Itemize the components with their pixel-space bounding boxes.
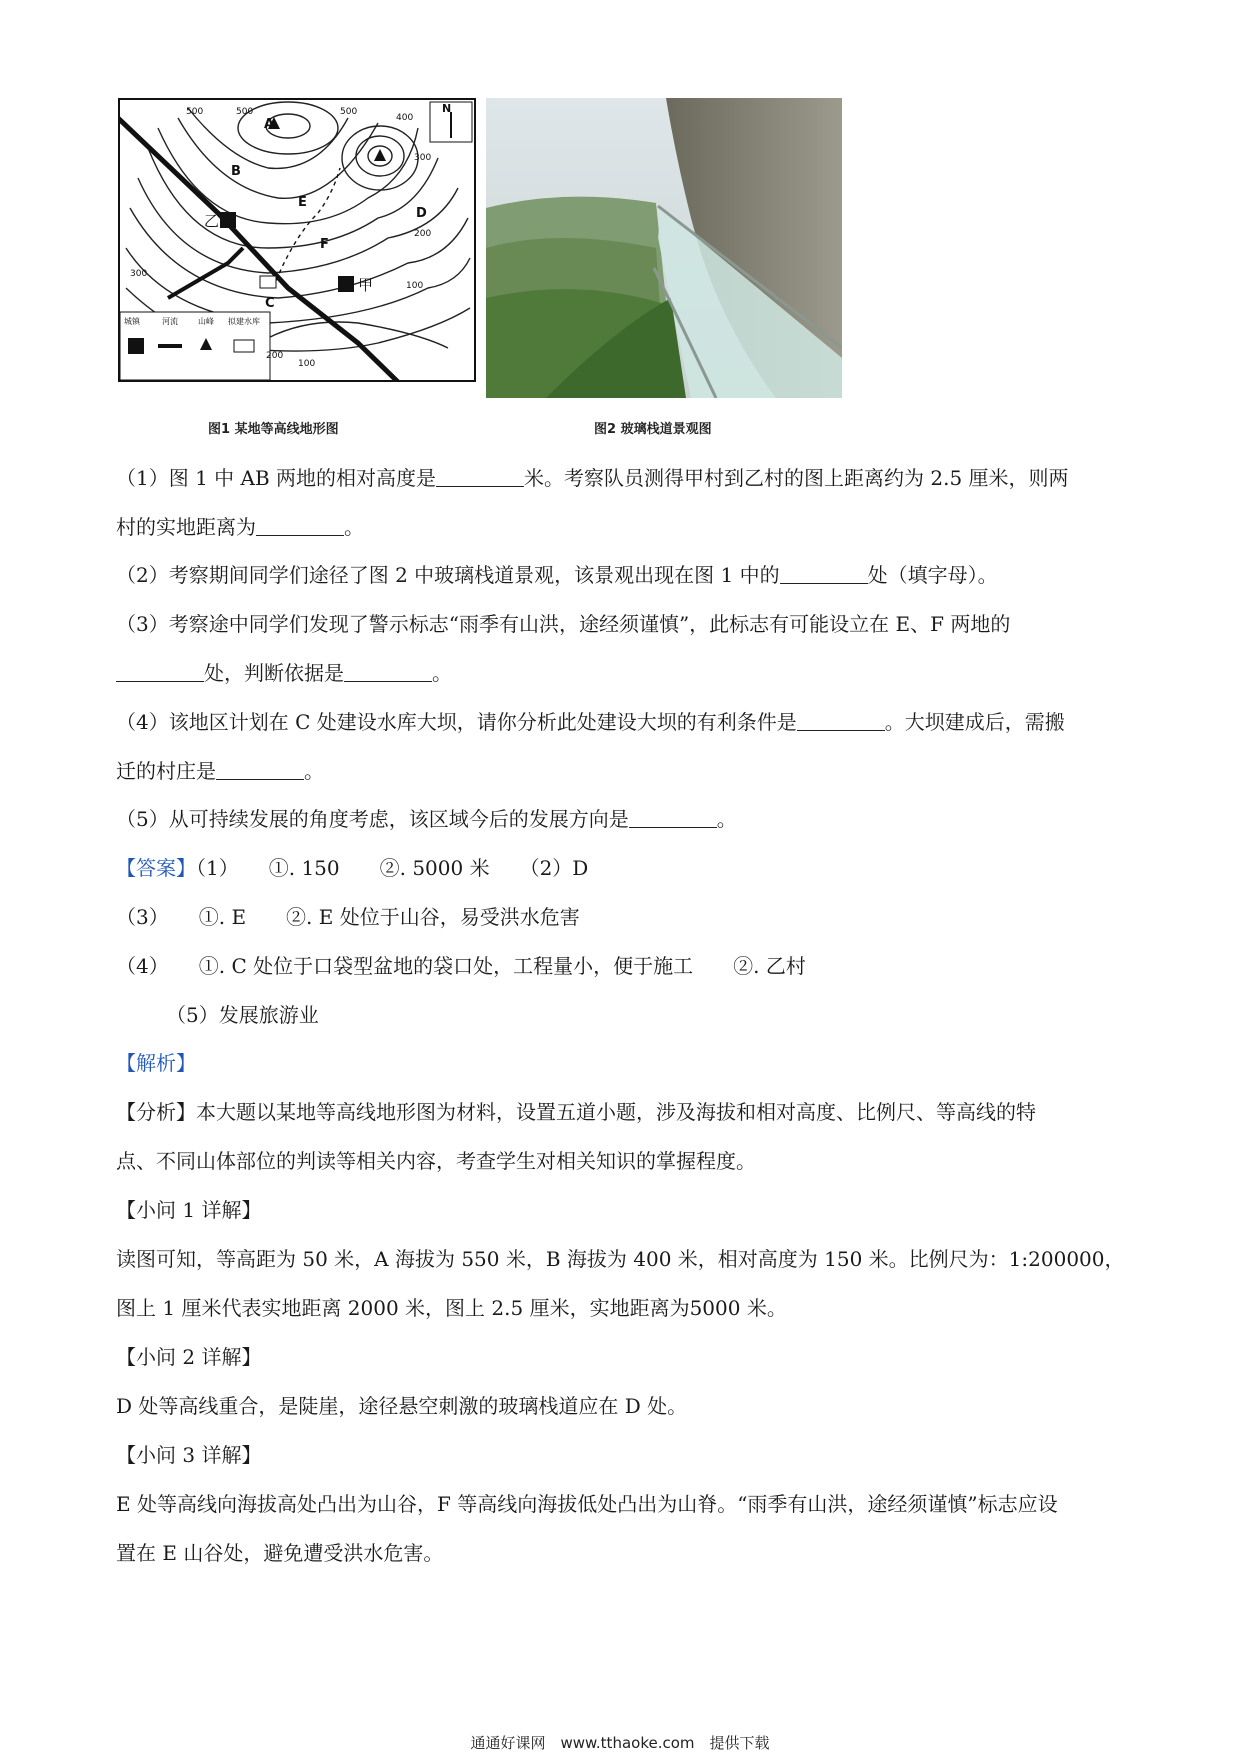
subquestion-1-detail: 图上 1 厘米代表实地距离 2000 米，图上 2.5 厘米，实地距离为5000 米。 xyxy=(116,1296,787,1320)
point-label-d: D xyxy=(416,206,427,221)
point-label-f: F xyxy=(320,237,329,252)
contour-label: 100 xyxy=(406,281,424,291)
reservoir-marker xyxy=(260,276,276,288)
question-1-line2: 村的实地距离为 。 xyxy=(116,515,364,539)
subquestion-1-detail: 读图可知，等高距为 50 米，A 海拔为 550 米，B 海拔为 400 米，相对高度为 150 米。比例尺为：1:200000， xyxy=(116,1247,1125,1271)
subquestion-3-detail: 置在 E 山谷处，避免遭受洪水危害。 xyxy=(116,1541,444,1565)
legend-label: 城镇 xyxy=(124,317,140,326)
analysis-tag: 【解析】 xyxy=(116,1051,196,1075)
contour-label: 200 xyxy=(414,229,432,239)
contour-label: 100 xyxy=(298,359,316,369)
figure1-caption: 图1 某地等高线地形图 xyxy=(208,422,339,437)
point-label-b: B xyxy=(231,164,241,179)
answer-blank xyxy=(116,663,204,682)
legend-town-icon xyxy=(128,338,144,354)
subquestion-2-heading: 【小问 2 详解】 xyxy=(116,1345,262,1369)
legend-label: 拟建水库 xyxy=(228,317,260,326)
north-label: N xyxy=(442,102,452,115)
glass-walkway-photo xyxy=(486,98,842,398)
village-jia-marker xyxy=(338,276,354,292)
answer-blank xyxy=(436,468,524,487)
answer-line-3: （3） ①. E ②. E 处位于山谷，易受洪水危害 xyxy=(116,905,580,929)
contour-label: 200 xyxy=(266,351,284,361)
contour-label: 400 xyxy=(396,113,414,123)
question-4-line1: （4）该地区计划在 C 处建设水库大坝，请你分析此处建设大坝的有利条件是 。大坝建成后，需搬 xyxy=(116,710,1065,734)
subquestion-2-detail: D 处等高线重合，是陡崖，途径悬空刺激的玻璃栈道应在 D 处。 xyxy=(116,1394,688,1418)
contour-label: 500 xyxy=(186,107,204,117)
analysis-paragraph: 【分析】本大题以某地等高线地形图为材料，设置五道小题，涉及海拔和相对高度、比例尺、等高线的特 xyxy=(116,1100,1036,1124)
question-1-line1: （1）图 1 中 AB 两地的相对高度是 米。考察队员测得甲村到乙村的图上距离约为 2.5 厘米，则两 xyxy=(116,466,1069,490)
question-3-line2: 处，判断依据是 。 xyxy=(116,660,452,686)
answer-line-5: （5）发展旅游业 xyxy=(166,1003,319,1027)
contour-label: 300 xyxy=(414,153,432,163)
subquestion-3-heading: 【小问 3 详解】 xyxy=(116,1443,262,1467)
answer-tag: 【答案】 xyxy=(116,856,196,880)
point-label-c: C xyxy=(265,296,275,311)
subquestion-1-heading: 【小问 1 详解】 xyxy=(116,1198,262,1222)
question-3-line1: （3）考察途中同学们发现了警示标志“雨季有山洪，途经须谨慎”，此标志有可能设立在 E、F 两地的 xyxy=(116,612,1011,636)
village-yi-marker xyxy=(220,212,236,228)
analysis-paragraph: 点、不同山体部位的判读等相关内容，考查学生对相关知识的掌握程度。 xyxy=(116,1149,756,1173)
answer-blank xyxy=(344,663,432,682)
answer-line-1: 【答案】（1） ①. 150 ②. 5000 米 （2）D xyxy=(116,856,589,880)
village-label-yi: 乙 xyxy=(204,212,220,230)
answer-line-4: （4） ①. C 处位于口袋型盆地的袋口处，工程量小，便于施工 ②. 乙村 xyxy=(116,954,806,978)
question-4-line2: 迁的村庄是 。 xyxy=(116,759,324,783)
answer-blank xyxy=(629,809,717,828)
question-5: （5）从可持续发展的角度考虑，该区域今后的发展方向是 。 xyxy=(116,807,737,831)
legend-river-icon xyxy=(158,344,182,348)
legend-reservoir-icon xyxy=(234,340,254,352)
subquestion-3-detail: E 处等高线向海拔高处凸出为山谷，F 等高线向海拔低处凸出为山脊。“雨季有山洪，途经须谨慎”标志应设 xyxy=(116,1492,1058,1516)
question-2: （2）考察期间同学们途径了图 2 中玻璃栈道景观，该景观出现在图 1 中的 处（填字母）。 xyxy=(116,563,998,587)
page-footer: 通通好课网 www.tthaoke.com 提供下载 xyxy=(470,1734,770,1752)
answer-blank xyxy=(256,517,344,536)
legend-label: 山峰 xyxy=(198,317,214,326)
contour-label: 500 xyxy=(340,107,358,117)
point-label-e: E xyxy=(298,195,307,210)
figure2-caption: 图2 玻璃栈道景观图 xyxy=(594,422,712,437)
contour-map-figure xyxy=(118,98,476,382)
contour-label: 500 xyxy=(236,107,254,117)
legend-label: 河流 xyxy=(162,317,178,326)
answer-blank xyxy=(797,712,885,731)
village-label-jia: 甲 xyxy=(358,276,374,294)
answer-blank xyxy=(780,565,868,584)
answer-blank xyxy=(216,761,304,780)
point-label-a: A xyxy=(264,117,275,132)
contour-label: 300 xyxy=(130,269,148,279)
